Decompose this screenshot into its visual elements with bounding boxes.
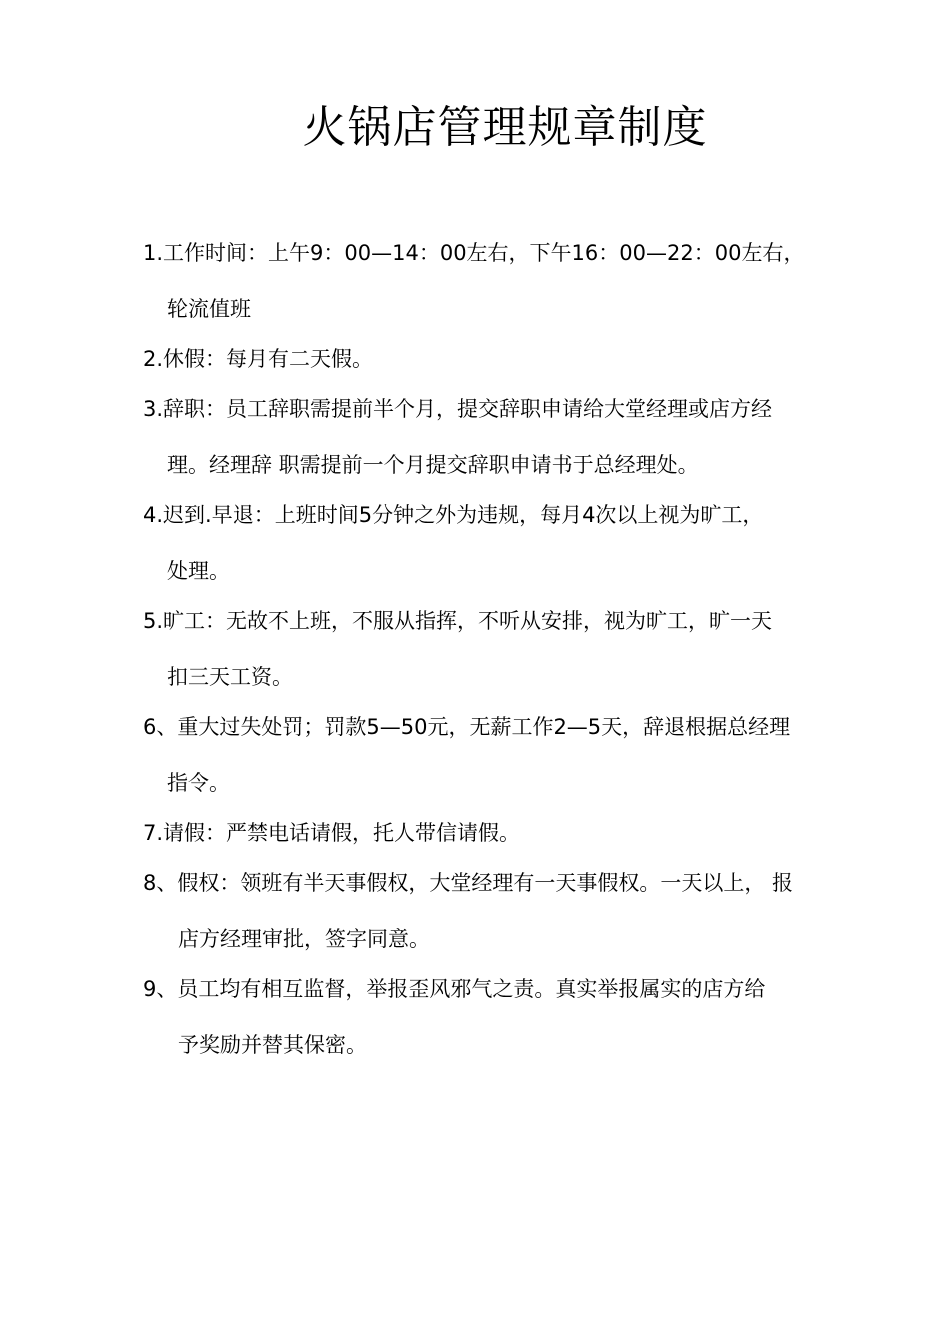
rule-item-1 — [143, 240, 823, 323]
rule-item-6 — [143, 714, 823, 797]
rule-9-line-2: 予奖励并替其保密。 — [178, 1033, 367, 1057]
rule-3-line-2: 理。经理辞 职需提前一个月提交辞职申请书于总经理处。 — [167, 453, 699, 477]
rule-3-line-1: 3.辞职：员工辞职需提前半个月，提交辞职申请给大堂经理或店方经 — [143, 397, 773, 421]
rule-item-2 — [143, 346, 823, 373]
rule-item-8 — [143, 870, 823, 953]
rule-5-line-1: 5.旷工：无故不上班，不服从指挥，不听从安排，视为旷工，旷一天 — [143, 609, 773, 633]
rule-item-5 — [143, 608, 823, 691]
rule-1-line-1: 1.工作时间：上午9：00—14：00左右，下午16：00—22：00左右， — [143, 241, 805, 265]
rule-item-7 — [143, 820, 823, 847]
rule-7-line-1: 7.请假：严禁电话请假，托人带信请假。 — [143, 821, 521, 845]
rule-2-line-1: 2.休假：每月有二天假。 — [143, 347, 374, 371]
rule-9-line-1: 9、员工均有相互监督，举报歪风邪气之责。真实举报属实的店方给 — [143, 977, 766, 1001]
rule-4-line-2: 处理。 — [167, 559, 230, 583]
rule-5-line-2: 扣三天工资。 — [167, 665, 293, 689]
rule-8-line-2: 店方经理审批，签字同意。 — [178, 927, 430, 951]
rule-6-line-2: 指令。 — [167, 771, 230, 795]
document-title: 火锅店管理规章制度 — [302, 102, 708, 153]
rule-8-line-1: 8、假权：领班有半天事假权，大堂经理有一天事假权。一天以上， 报 — [143, 871, 794, 895]
rules-list — [143, 240, 823, 1082]
rule-6-line-1: 6、重大过失处罚；罚款5—50元，无薪工作2—5天，辞退根据总经理 — [143, 715, 791, 739]
rule-item-9 — [143, 976, 823, 1059]
rule-item-3 — [143, 396, 823, 479]
rule-1-line-2: 轮流值班 — [167, 297, 251, 321]
rule-4-line-1: 4.迟到.早退：上班时间5分钟之外为违规，每月4次以上视为旷工， — [143, 503, 764, 527]
rule-item-4 — [143, 502, 823, 585]
